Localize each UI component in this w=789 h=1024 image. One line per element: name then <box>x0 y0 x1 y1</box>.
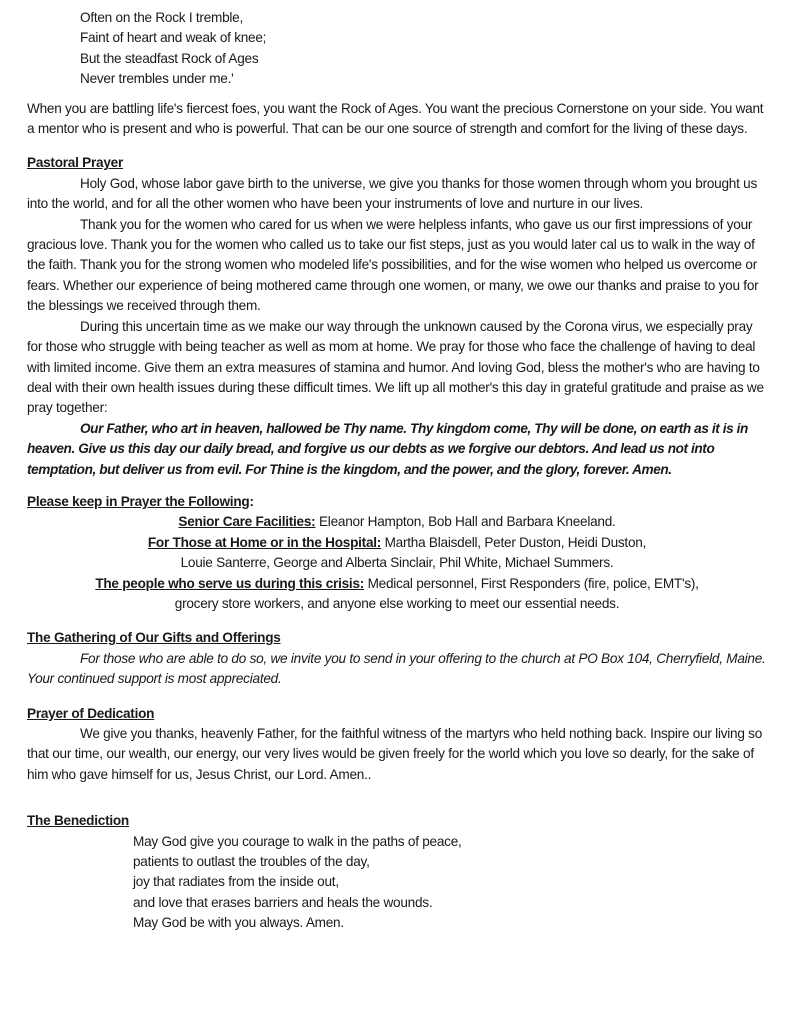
benediction-line: May God be with you always. Amen. <box>133 915 344 931</box>
dedication-heading: Prayer of Dedication <box>27 705 155 721</box>
poem-line: Faint of heart and weak of knee; <box>80 30 267 46</box>
benediction-line: patients to outlast the troubles of the day, <box>133 854 370 870</box>
pastoral-prayer-paragraph: Thank you for the women who cared for us when we were helpless infants, who gave us our first impressions of your gracious love. Thank you for the women who called us to take our fist steps, just as you would later cal us to walk in the way of the faith. Thank you for the strong women who modeled life's possibilities, and for the wise women who helped us overcome or fears. Whether our experience of being mothered came through one women, or many, we owe our thanks and praise to you for the blessings we received through them. <box>27 216 759 314</box>
dedication-text: We give you thanks, heavenly Father, for the faithful witness of the martyrs who held nothing back. Inspire our living so that our time, our wealth, our energy, our very lives would be given freely for the world which you love so dearly, for the sake of him who gave himself for us, Jesus Christ, our Lord. Amen.. <box>27 726 763 782</box>
benediction-verse <box>27 832 767 934</box>
benediction-line: and love that erases barriers and heals the wounds. <box>133 894 433 910</box>
prayer-list-heading <box>27 492 767 512</box>
poem-line: But the steadfast Rock of Ages <box>80 50 259 66</box>
prayer-list-heading-text: Please keep in Prayer the Following <box>27 493 250 509</box>
poem-line: Often on the Rock I tremble, <box>80 10 244 25</box>
poem-line: Never trembles under me.' <box>80 71 234 87</box>
offerings-heading: The Gathering of Our Gifts and Offerings <box>27 630 281 646</box>
prayer-group-label: Senior Care Facilities: <box>178 514 316 530</box>
prayer-group <box>27 574 767 615</box>
pastoral-prayer-heading: Pastoral Prayer <box>27 155 123 171</box>
prayer-group-names-continued: grocery store workers, and anyone else working to meet our essential needs. <box>174 595 620 611</box>
benediction-line: joy that radiates from the inside out, <box>133 874 339 890</box>
pastoral-prayer-paragraph: During this uncertain time as we make our way through the unknown caused by the Corona virus, we especially pray for those who struggle with being teacher as well as mom at home. We pray for those who face the challenge of having to deal with limited income. Give them an extra measures of stamina and humor. And loving God, bless the mother's who are having to deal with their own health issues during these difficult times. We lift up all mother's this day in grateful gratitude and praise as we pray together: <box>27 318 764 416</box>
lords-prayer: Our Father, who art in heaven, hallowed be Thy name. Thy kingdom come, Thy will be done, on earth as it is in heaven. Give us this day our daily bread, and forgive us our debts as we forgive our debtors. And lead us not into temptation, but deliver us from evil. For Thine is the kingdom, and the power, and the glory, forever. Amen. <box>27 420 748 477</box>
intro-paragraph: When you are battling life's fiercest foes, you want the Rock of Ages. You want the precious Cornerstone on your side. You want a mentor who is present and who is powerful. That can be our one source of strength and comfort for the living of these days. <box>27 100 764 137</box>
prayer-group-label: The people who serve us during this crisis: <box>95 575 365 591</box>
prayer-group-names: Martha Blaisdell, Peter Duston, Heidi Duston, <box>381 534 647 550</box>
prayer-group <box>27 533 767 574</box>
prayer-group-names: Medical personnel, First Responders (fire, police, EMT's), <box>364 575 699 591</box>
benediction-line: May God give you courage to walk in the paths of peace, <box>133 833 462 849</box>
poem-stanza <box>27 8 767 90</box>
prayer-list-heading-colon: : <box>249 493 254 509</box>
bulletin-page <box>27 8 767 934</box>
prayer-group-label: For Those at Home or in the Hospital: <box>147 534 382 550</box>
prayer-group-names-continued: Louie Santerre, George and Alberta Sinclair, Phil White, Michael Summers. <box>180 555 614 571</box>
offerings-text: For those who are able to do so, we invite you to send in your offering to the church at PO Box 104, Cherryfield, Maine. Your continued support is most appreciated. <box>27 650 766 687</box>
benediction-heading: The Benediction <box>27 813 129 829</box>
prayer-group <box>27 512 767 532</box>
prayer-group-names: Eleanor Hampton, Bob Hall and Barbara Kneeland. <box>315 514 616 530</box>
pastoral-prayer-paragraph: Holy God, whose labor gave birth to the universe, we give you thanks for those women through whom you brought us into the world, and for all the other women who have been your instruments of love and nurture in our lives. <box>27 175 758 212</box>
